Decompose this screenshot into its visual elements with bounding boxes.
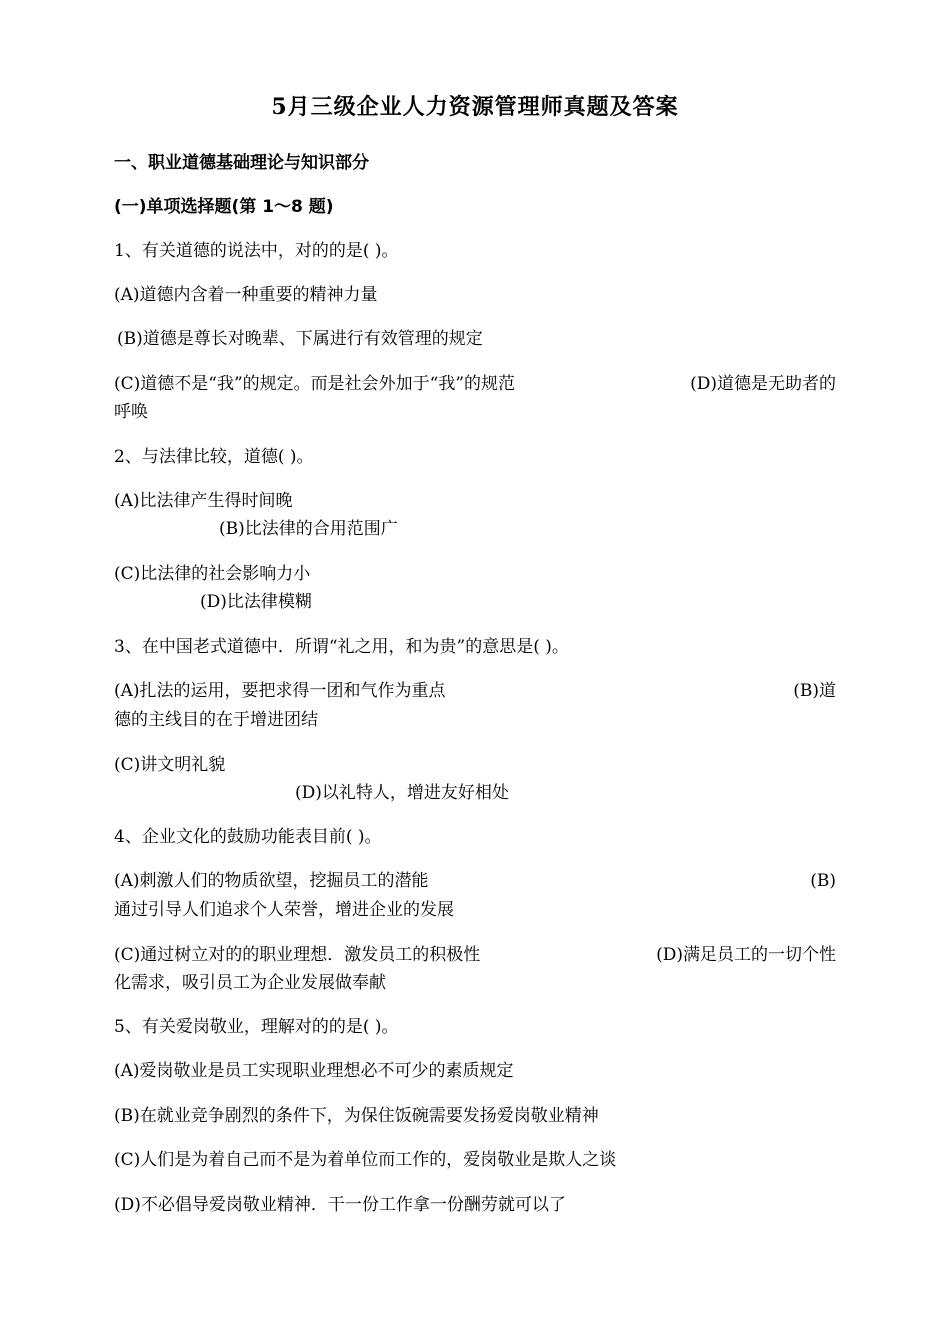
question-5-option-b: (B)在就业竞争剧烈的条件下，为保住饭碗需要发扬爱岗敬业精神	[114, 1106, 599, 1126]
question-4-option-b: (B)	[810, 871, 836, 891]
question-3-stem: 3、在中国老式道德中．所谓“礼之用，和为贵”的意思是( )。	[114, 637, 569, 657]
question-2-stem: 2、与法律比较，道德( )。	[114, 447, 314, 467]
question-1-option-d: (D)道德是无助者的	[690, 374, 836, 394]
question-4-option-d-continued: 化需求，吸引员工为企业发展做奉献	[114, 973, 386, 993]
question-5-option-c: (C)人们是为着自己而不是为着单位而工作的，爱岗敬业是欺人之谈	[114, 1150, 617, 1170]
question-4-option-a: (A)刺激人们的物质欲望，挖掘员工的潜能	[114, 871, 429, 891]
question-5-stem: 5、有关爱岗敬业，理解对的的是( )。	[114, 1017, 399, 1037]
question-4-option-b-continued: 通过引导人们追求个人荣誉，增进企业的发展	[114, 900, 454, 920]
question-5-option-d: (D)不必倡导爱岗敬业精神．干一份工作拿一份酬劳就可以了	[114, 1195, 566, 1215]
question-2-option-a: (A)比法律产生得时间晚	[114, 491, 293, 511]
question-1-option-a: (A)道德内含着一种重要的精神力量	[114, 285, 378, 305]
section-heading: 一、职业道德基础理论与知识部分	[114, 153, 369, 173]
question-2-option-b: (B)比法律的合用范围广	[219, 519, 398, 539]
question-3-option-b: (B)道	[793, 681, 836, 701]
question-2-option-c: (C)比法律的社会影响力小	[114, 564, 311, 584]
question-4-option-d: (D)满足员工的一切个性	[656, 945, 836, 965]
question-1-option-c: (C)道德不是“我”的规定。而是社会外加于“我”的规范	[114, 374, 516, 394]
question-3-option-a: (A)扎法的运用，要把求得一团和气作为重点	[114, 681, 446, 701]
question-4-stem: 4、企业文化的鼓励功能表目前( )。	[114, 827, 382, 847]
question-2-option-d: (D)比法律模糊	[200, 592, 312, 612]
question-1-stem: 1、有关道德的说法中，对的的是( )。	[114, 241, 399, 261]
question-1-option-b: (B)道德是尊长对晚辈、下属进行有效管理的规定	[117, 329, 483, 349]
question-5-option-a: (A)爱岗敬业是员工实现职业理想必不可少的素质规定	[114, 1061, 514, 1081]
subsection-heading: (一)单项选择题(第 1～8 题)	[114, 197, 334, 217]
question-4-option-c: (C)通过树立对的的职业理想．激发员工的积极性	[114, 945, 481, 965]
question-3-option-c: (C)讲文明礼貌	[114, 755, 226, 775]
question-3-option-d: (D)以礼特人，增进友好相处	[295, 783, 509, 803]
question-3-option-b-continued: 德的主线目的在于增进团结	[114, 710, 318, 730]
document-title: 5月三级企业人力资源管理师真题及答案	[271, 94, 679, 120]
question-1-option-d-continued: 呼唤	[114, 402, 148, 422]
